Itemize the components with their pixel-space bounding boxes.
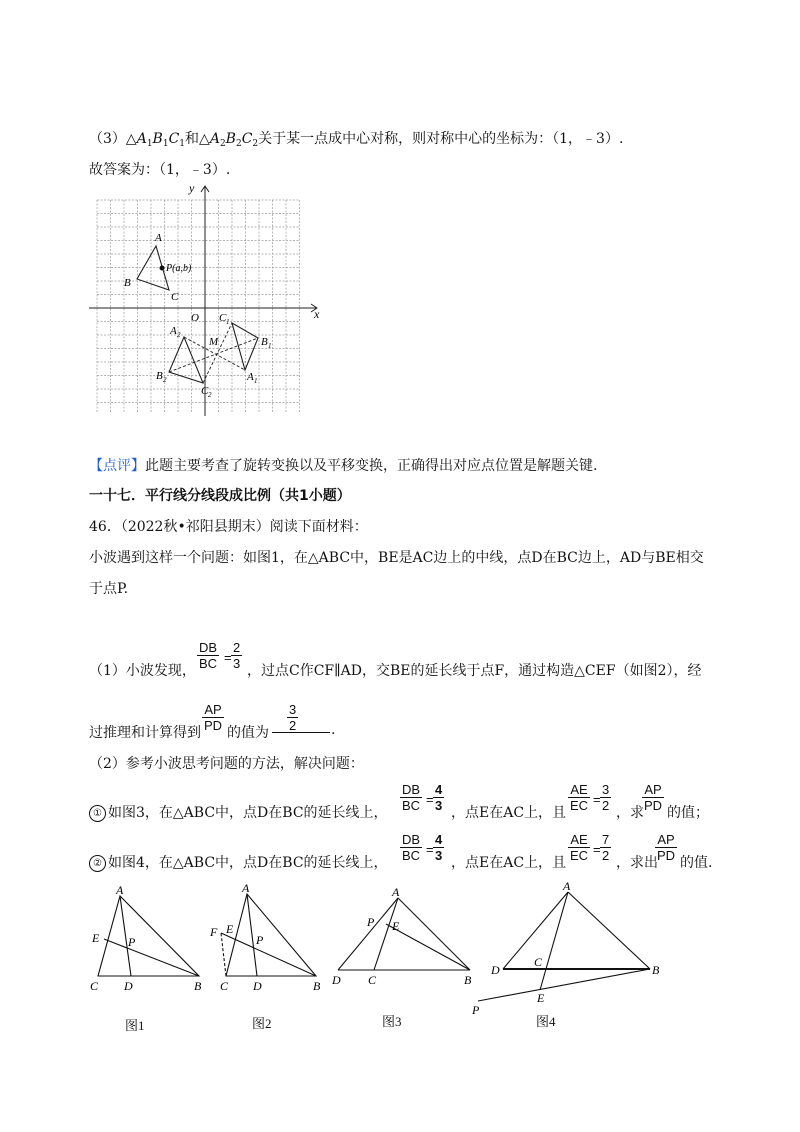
fig3-label-c: C bbox=[368, 973, 377, 987]
numerator: 3 bbox=[602, 782, 610, 797]
numerator: 2 bbox=[233, 640, 241, 655]
equals-sign: = bbox=[224, 650, 232, 665]
fig4-label-c: C bbox=[534, 955, 543, 969]
fig1-label-a: A bbox=[116, 883, 124, 897]
symmetry-lines bbox=[169, 323, 258, 383]
q1-prefix: （1）小波发现， bbox=[89, 663, 196, 679]
figure-4 bbox=[478, 892, 650, 1001]
sub: 2 bbox=[219, 139, 226, 149]
fig2-label-a: A bbox=[242, 881, 250, 895]
numerator: 4 bbox=[435, 832, 443, 847]
label-a2: A bbox=[209, 131, 220, 147]
fig1-label-d: D bbox=[124, 979, 133, 993]
denominator: EC bbox=[570, 798, 589, 813]
figure-2 bbox=[221, 894, 316, 976]
numerator: AE bbox=[570, 782, 588, 797]
numerator: 3 bbox=[289, 702, 297, 717]
figure-1-caption: 图1 bbox=[125, 1018, 145, 1033]
numerator: 7 bbox=[602, 832, 610, 847]
denominator: 3 bbox=[435, 798, 443, 813]
denominator: 3 bbox=[233, 656, 241, 671]
fig1-label-b: B bbox=[194, 979, 202, 993]
figure-1 bbox=[98, 896, 199, 976]
label-p: P(a,b) bbox=[166, 263, 192, 274]
denominator: 2 bbox=[602, 798, 610, 813]
part3-rest: 关于某一点成中心对称，则对称中心的坐标为：（1，﹣3）. bbox=[258, 131, 624, 147]
fig2-label-f: F bbox=[210, 925, 218, 939]
answer-fraction-3-2 bbox=[287, 702, 298, 733]
coordinate-grid-figure bbox=[85, 180, 325, 420]
equals-sign: = bbox=[593, 842, 601, 857]
fraction-ae-ec bbox=[568, 832, 590, 863]
section-title: 一十七．平行线分线段成比例（共1小题） bbox=[89, 488, 351, 504]
fig2-label-c: C bbox=[220, 979, 229, 993]
q2a-end1: ，求 bbox=[616, 805, 644, 821]
denominator: EC bbox=[570, 848, 589, 863]
fig2-label-d: D bbox=[253, 979, 262, 993]
numerator: AE bbox=[570, 832, 588, 847]
x-axis-label: x bbox=[314, 307, 320, 321]
fig1-label-e: E bbox=[92, 931, 100, 945]
numerator: 4 bbox=[435, 782, 443, 797]
label-b1: B bbox=[261, 336, 268, 348]
origin-label: O bbox=[191, 312, 199, 324]
circled-number-1: ① bbox=[89, 805, 106, 822]
figure-2-caption: 图2 bbox=[252, 1016, 272, 1031]
label-a: A bbox=[155, 232, 162, 244]
fig4-label-b: B bbox=[652, 963, 660, 977]
label-c2: C bbox=[241, 131, 253, 147]
fig3-label-b: B bbox=[464, 973, 472, 987]
q2b-end2: 的值. bbox=[680, 855, 713, 871]
y-axis-label: y bbox=[189, 181, 195, 195]
q2b-text bbox=[89, 852, 388, 872]
equals-sign: = bbox=[593, 792, 601, 807]
fraction-4-3 bbox=[433, 832, 444, 863]
label-b2: B bbox=[225, 131, 236, 147]
sub: 2 bbox=[163, 376, 167, 384]
equals-sign: = bbox=[426, 842, 434, 857]
fraction-ae-ec bbox=[568, 782, 590, 813]
denominator: PD bbox=[204, 718, 223, 733]
intro-line-1: 小波遇到这样一个问题：如图1，在△ABC中，BE是AC边上的中线，点D在BC边上，AD与BE相交 bbox=[89, 550, 704, 566]
triangle-a2b2c2 bbox=[169, 337, 203, 383]
numerator: DB bbox=[402, 782, 421, 797]
and-text: 和△ bbox=[185, 131, 210, 147]
denominator: BC bbox=[402, 798, 421, 813]
denominator: 2 bbox=[289, 718, 297, 733]
fig2-label-e: E bbox=[226, 922, 234, 936]
comment-line bbox=[89, 455, 597, 475]
fig2-label-b: B bbox=[313, 979, 321, 993]
fig3-label-e: E bbox=[392, 919, 400, 933]
answer-line: 故答案为：（1，﹣3）. bbox=[89, 162, 231, 178]
fig4-label-a: A bbox=[563, 880, 571, 893]
q2a-text bbox=[89, 802, 388, 822]
sub: 2 bbox=[208, 391, 212, 399]
sub: 1 bbox=[146, 139, 153, 149]
figures-row bbox=[80, 880, 720, 1030]
numerator: DB bbox=[402, 832, 421, 847]
q2a-end2: 的值； bbox=[667, 805, 709, 821]
fraction-2-3 bbox=[231, 640, 242, 671]
fig3-label-d: D bbox=[332, 973, 341, 987]
label-b2: B bbox=[156, 370, 163, 382]
q2a-main: 如图3，在△ABC中，点D在BC的延长线上， bbox=[108, 805, 388, 821]
fraction-ap-pd bbox=[655, 832, 677, 863]
fraction-ap-pd bbox=[202, 702, 224, 733]
sub: 1 bbox=[162, 139, 169, 149]
fig1-label-p: P bbox=[128, 935, 136, 949]
fig4-label-d: D bbox=[491, 963, 500, 977]
label-b: B bbox=[124, 277, 131, 289]
label-a1: A bbox=[247, 371, 254, 383]
fraction-7-2 bbox=[600, 832, 611, 863]
label-c1: C bbox=[168, 131, 180, 147]
sub: 1 bbox=[254, 377, 258, 385]
q2a-mid: ，点E在AC上，且 bbox=[451, 805, 567, 821]
numerator: AP bbox=[657, 832, 675, 847]
fig4-label-p: P bbox=[472, 1003, 480, 1017]
sub: 1 bbox=[179, 139, 186, 149]
label-b1: B bbox=[152, 131, 163, 147]
sub: 1 bbox=[226, 318, 230, 326]
part3-prefix: （3）△ bbox=[89, 131, 137, 147]
fraction-db-bc bbox=[400, 832, 422, 863]
sub: 2 bbox=[235, 139, 242, 149]
q1-line2-prefix: 过推理和计算得到 bbox=[89, 725, 201, 741]
numerator: AP bbox=[204, 702, 222, 717]
denominator: BC bbox=[402, 848, 421, 863]
denominator: 2 bbox=[602, 848, 610, 863]
fraction-ap-pd bbox=[642, 782, 664, 813]
q2b-main: 如图4，在△ABC中，点D在BC的延长线上， bbox=[108, 855, 388, 871]
fig3-label-a: A bbox=[392, 885, 400, 899]
answer-blank bbox=[272, 732, 330, 733]
sub: 2 bbox=[252, 139, 259, 149]
denominator: PD bbox=[657, 848, 676, 863]
denominator: BC bbox=[199, 656, 218, 671]
figure-3-caption: 图3 bbox=[382, 1014, 402, 1029]
fraction-3-2 bbox=[600, 782, 611, 813]
figure-3 bbox=[338, 898, 470, 970]
sub: 2 bbox=[177, 331, 181, 339]
point-p bbox=[160, 266, 165, 271]
fig2-label-p: P bbox=[256, 933, 264, 947]
denominator: 3 bbox=[435, 848, 443, 863]
sub: 1 bbox=[268, 342, 272, 350]
problem-header: 46．（2022秋•祁阳县期末）阅读下面材料： bbox=[89, 519, 368, 535]
q1-line2-mid: 的值为 bbox=[227, 725, 269, 741]
fig1-label-c: C bbox=[90, 979, 99, 993]
part3-line bbox=[89, 128, 623, 149]
q2-header: （2）参考小波思考问题的方法，解决问题： bbox=[89, 756, 364, 772]
q2b-mid: ，点E在AC上，且 bbox=[451, 855, 567, 871]
grid-lines bbox=[97, 200, 300, 412]
numerator: DB bbox=[199, 640, 218, 655]
circled-number-2: ② bbox=[89, 855, 106, 872]
label-m: M bbox=[209, 336, 219, 348]
fraction-4-3 bbox=[433, 782, 444, 813]
comment-tag: 【点评】 bbox=[89, 458, 145, 474]
q1-line2-end: . bbox=[331, 722, 336, 738]
q1-suffix: ，过点C作CF∥AD，交BE的延长线于点F，通过构造△CEF（如图2），经 bbox=[247, 663, 702, 679]
figure-4-caption: 图4 bbox=[536, 1014, 556, 1029]
denominator: PD bbox=[644, 798, 663, 813]
equals-sign: = bbox=[426, 792, 434, 807]
label-c1: C bbox=[219, 312, 227, 324]
intro-line-2: 于点P. bbox=[89, 581, 129, 597]
label-c: C bbox=[171, 291, 179, 303]
label-a1: A bbox=[136, 131, 147, 147]
fraction-db-bc bbox=[400, 782, 422, 813]
label-a2: A bbox=[170, 325, 177, 337]
fig4-label-e: E bbox=[537, 991, 545, 1005]
numerator: AP bbox=[644, 782, 662, 797]
q2b-end1: ，求出 bbox=[616, 855, 658, 871]
fig3-label-p: P bbox=[367, 915, 375, 929]
fraction-db-bc bbox=[197, 640, 219, 671]
label-c2: C bbox=[201, 385, 209, 397]
comment-text: 此题主要考查了旋转变换以及平移变换，正确得出对应点位置是解题关键. bbox=[145, 458, 598, 474]
